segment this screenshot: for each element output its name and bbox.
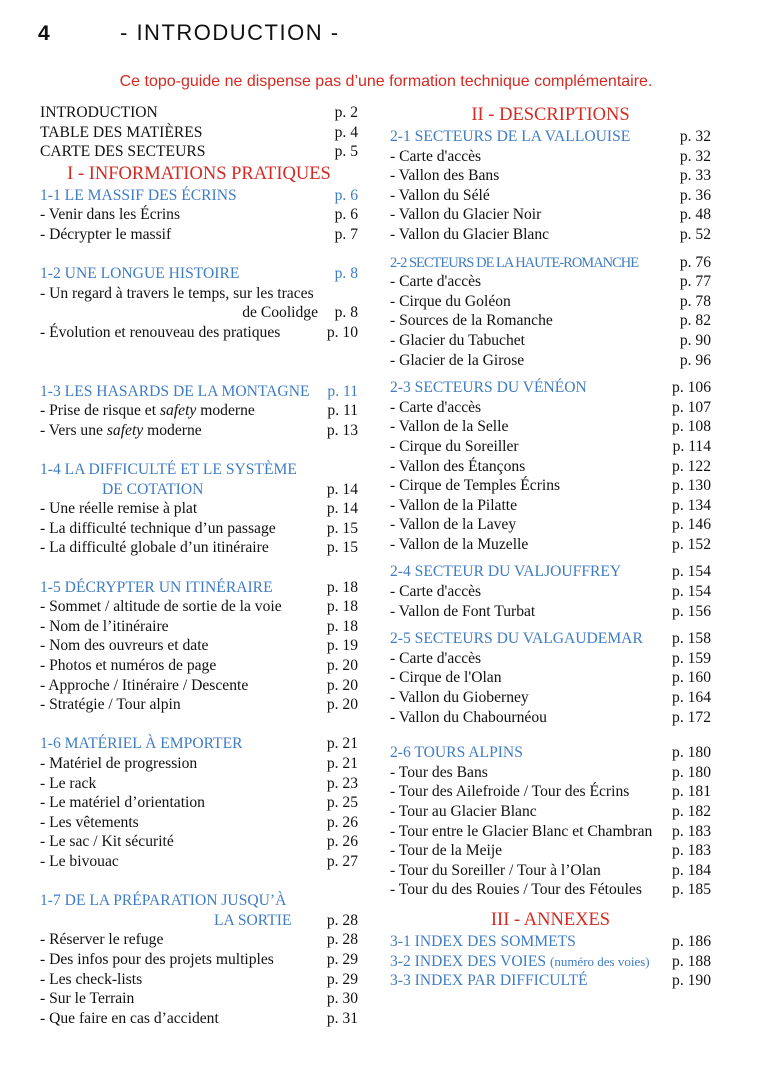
toc-page: p. 28 (326, 911, 358, 929)
toc-page: p. 159 (672, 649, 711, 667)
toc-item[interactable] (40, 499, 358, 519)
toc-label: LA SORTIE (214, 911, 292, 929)
toc-page: p. 134 (672, 496, 711, 514)
toc-item[interactable] (40, 813, 358, 833)
toc-page: p. 14 (326, 500, 358, 518)
toc-label: - Une réelle remise à plat (40, 500, 198, 518)
toc-label: - Approche / Itinéraire / Descente (40, 676, 249, 694)
toc-page: p. 7 (334, 225, 358, 243)
toc-item[interactable] (390, 708, 711, 728)
toc-label: - Matériel de progression (40, 755, 198, 772)
toc-item[interactable] (390, 331, 711, 351)
toc-page: p. 185 (672, 881, 711, 899)
toc-label: 1-7 DE LA PRÉPARATION JUSQU’À (40, 892, 287, 910)
toc-heading-2-3[interactable] (390, 378, 711, 398)
toc-page: p. 190 (672, 972, 711, 990)
toc-page: p. 8 (334, 265, 358, 283)
toc-page: p. 156 (672, 602, 711, 620)
toc-label: - Venir dans les Écrins (40, 206, 181, 224)
toc-label: - Prise de risque et safety moderne (40, 402, 255, 420)
toc-label: - Carte d'accès (390, 398, 482, 416)
toc-item[interactable] (40, 225, 358, 245)
toc-item[interactable] (40, 123, 358, 143)
toc-page: p. 14 (326, 480, 358, 498)
toc-item[interactable] (390, 782, 711, 802)
toc-page: p. 6 (334, 186, 358, 204)
toc-items-2-1 (390, 147, 711, 245)
toc-page: p. 11 (327, 382, 358, 400)
toc-item[interactable] (40, 774, 358, 794)
toc-label: DE COTATION (102, 480, 204, 498)
toc-item[interactable] (390, 351, 711, 371)
toc-label: - La difficulté technique d’un passage (40, 519, 276, 537)
toc-item[interactable] (390, 802, 711, 822)
toc-item[interactable] (40, 401, 358, 421)
toc-page: p. 25 (326, 794, 358, 812)
toc-page: p. 18 (326, 578, 358, 596)
toc-label: INTRODUCTION (40, 104, 158, 121)
toc-label: - Glacier de la Girose (390, 351, 525, 369)
toc-page: p. 183 (672, 822, 711, 840)
toc-page: p. 8 (334, 304, 358, 322)
toc-heading-2-4[interactable] (390, 562, 711, 582)
toc-page: p. 184 (672, 861, 711, 879)
toc-label: - Tour de la Meije (390, 842, 503, 860)
toc-page: p. 5 (334, 143, 358, 161)
toc-page: p. 183 (672, 842, 711, 860)
toc-page: p. 11 (327, 402, 358, 420)
toc-page: p. 15 (326, 519, 358, 537)
toc-item[interactable] (390, 147, 711, 167)
toc-item[interactable] (40, 421, 358, 441)
toc-label: - Tour entre le Glacier Blanc et Chambran (390, 822, 653, 840)
toc-page: p. 23 (326, 774, 358, 792)
toc-items-2-3 (390, 398, 711, 555)
toc-label: 3-1 INDEX DES SOMMETS (390, 932, 576, 950)
toc-page: p. 114 (672, 437, 711, 455)
toc-label: - Vallon du Chabournéou (390, 708, 547, 726)
toc-page: p. 4 (334, 123, 358, 141)
toc-page: p. 130 (672, 477, 711, 495)
toc-heading-1-6[interactable] (40, 734, 358, 754)
toc-item[interactable] (40, 656, 358, 676)
toc-item[interactable] (390, 688, 711, 708)
toc-label: - Vallon des Étançons (390, 457, 526, 475)
toc-label: - Cirque de l'Olan (390, 669, 502, 687)
toc-item[interactable] (390, 841, 711, 861)
toc-page: p. 188 (672, 952, 711, 970)
toc-label: - Le bivouac (40, 852, 119, 870)
toc-item[interactable] (390, 457, 711, 477)
toc-item[interactable] (390, 515, 711, 535)
toc-label: - Tour des Ailefroide / Tour des Écrins (390, 783, 630, 801)
toc-label: - Vallon du Gioberney (390, 689, 529, 707)
toc-item[interactable] (40, 519, 358, 539)
toc-label: - Vallon du Glacier Blanc (390, 225, 550, 243)
toc-heading-2-5[interactable] (390, 629, 711, 649)
toc-page: p. 78 (679, 292, 711, 310)
toc-item[interactable] (390, 437, 711, 457)
toc-page: p. 154 (672, 563, 711, 581)
toc-items-1-4 (40, 499, 358, 558)
toc-label: - Tour au Glacier Blanc (390, 803, 537, 820)
toc-item[interactable] (40, 989, 358, 1009)
section-title-descriptions: II - DESCRIPTIONS (471, 105, 630, 125)
toc-annex-3-1[interactable] (390, 932, 711, 952)
toc-page: p. 106 (672, 379, 711, 397)
toc-label: de Coolidge (242, 304, 318, 322)
toc-label: - Vallon du Sélé (390, 186, 490, 204)
toc-page: p. 160 (672, 669, 711, 687)
page-title: - INTRODUCTION - (120, 20, 340, 45)
toc-label: - Carte d'accès (390, 273, 482, 291)
toc-page: p. 182 (672, 803, 711, 820)
toc-items-1-5 (40, 597, 358, 715)
toc-item[interactable] (390, 649, 711, 669)
toc-page: p. 180 (672, 744, 711, 762)
toc-label: - Tour du des Rouies / Tour des Fétoules (390, 881, 642, 899)
toc-item[interactable] (40, 103, 358, 123)
toc-heading-1-5[interactable] (40, 578, 358, 598)
toc-item[interactable] (40, 950, 358, 970)
toc-heading-2-1[interactable] (390, 127, 711, 147)
toc-item[interactable] (40, 695, 358, 715)
toc-page: p. 48 (679, 206, 711, 224)
toc-item[interactable] (40, 1009, 358, 1029)
toc-label: - Les vêtements (40, 813, 139, 831)
toc-item[interactable] (40, 142, 358, 162)
toc-item[interactable] (390, 225, 711, 245)
toc-label: - Le sac / Kit sécurité (40, 833, 174, 851)
toc-item[interactable] (40, 852, 358, 872)
toc-label: - Photos et numéros de page (40, 657, 217, 675)
toc-page: p. 6 (334, 206, 358, 224)
notice-text: Ce topo-guide ne dispense pas d’une formation technique complémentaire. (119, 73, 653, 90)
toc-right-column (390, 103, 711, 991)
toc-page: p. 32 (679, 128, 711, 145)
toc-label: - Glacier du Tabuchet (390, 331, 526, 349)
toc-label: 2-3 SECTEURS DU VÉNÉON (390, 379, 587, 397)
toc-label: - Nom de l’itinéraire (40, 617, 169, 635)
toc-label: - Décrypter le massif (40, 225, 172, 243)
toc-item[interactable] (40, 636, 358, 656)
toc-items-1-7 (40, 930, 358, 1028)
toc-label: - Carte d'accès (390, 583, 482, 601)
toc-item[interactable] (390, 205, 711, 225)
toc-heading-1-3[interactable] (40, 382, 358, 402)
toc-item-continued[interactable] (40, 303, 358, 323)
toc-page: p. 21 (326, 755, 358, 772)
toc-label: - Des infos pour des projets multiples (40, 950, 274, 968)
toc-page: p. 172 (672, 708, 711, 726)
toc-label: 1-1 LE MASSIF DES ÉCRINS (40, 186, 237, 204)
toc-label: 1-3 LES HASARDS DE LA MONTAGNE (40, 382, 310, 400)
toc-label: - Nom des ouvreurs et date (40, 637, 209, 655)
toc-page: p. 108 (672, 418, 711, 436)
toc-page: p. 76 (679, 253, 711, 271)
page-number: 4 (38, 22, 50, 45)
toc-label: TABLE DES MATIÈRES (40, 123, 203, 141)
toc-page: p. 90 (679, 331, 711, 349)
toc-item[interactable] (40, 323, 358, 343)
toc-item[interactable] (390, 417, 711, 437)
toc-item[interactable] (40, 970, 358, 990)
toc-label: - Le matériel d’orientation (40, 794, 205, 812)
toc-items-2-6 (390, 763, 711, 900)
toc-label: - Vallon du Glacier Noir (390, 206, 542, 224)
toc-page: p. 186 (672, 932, 711, 950)
toc-item[interactable] (40, 793, 358, 813)
toc-page: p. 15 (326, 539, 358, 557)
toc-page: p. 146 (672, 516, 711, 534)
toc-label: - Un regard à travers le temps, sur les traces (40, 284, 314, 302)
toc-label: 1-4 LA DIFFICULTÉ ET LE SYSTÈME (40, 461, 297, 479)
toc-item[interactable] (390, 861, 711, 881)
toc-page: p. 10 (326, 323, 358, 341)
toc-label: 2-6 TOURS ALPINS (390, 744, 523, 762)
toc-page: p. 52 (679, 225, 711, 243)
section-title-informations: I - INFORMATIONS PRATIQUES (67, 163, 331, 184)
toc-item[interactable] (390, 535, 711, 555)
toc-label: - Que faire en cas d’accident (40, 1009, 219, 1027)
toc-page: p. 30 (326, 990, 358, 1008)
toc-heading-1-4-continued[interactable] (40, 480, 358, 500)
toc-item[interactable] (390, 602, 711, 622)
toc-page: p. 19 (326, 637, 358, 655)
toc-label: 2-4 SECTEUR DU VALJOUFFREY (390, 563, 622, 581)
toc-item[interactable] (40, 617, 358, 637)
toc-item[interactable] (390, 476, 711, 496)
toc-left-column (40, 103, 358, 1028)
toc-item[interactable] (390, 880, 711, 900)
toc-page: p. 18 (326, 617, 358, 635)
toc-heading-1-1[interactable] (40, 186, 358, 206)
toc-item[interactable] (40, 538, 358, 558)
toc-item[interactable] (390, 496, 711, 516)
toc-item[interactable] (40, 676, 358, 696)
toc-label: - Évolution et renouveau des pratiques (40, 323, 281, 341)
toc-page: p. 20 (326, 676, 358, 694)
toc-page: p. 107 (672, 398, 711, 416)
toc-label: - Tour du Soreiller / Tour à l’Olan (390, 861, 601, 879)
toc-item[interactable] (390, 292, 711, 312)
toc-page: p. 158 (672, 630, 711, 648)
toc-label: 1-5 DÉCRYPTER UN ITINÉRAIRE (40, 578, 273, 596)
toc-page: p. 18 (326, 598, 358, 616)
toc-items-1-6 (40, 754, 358, 872)
toc-label: - Vallon de la Muzelle (390, 535, 529, 553)
toc-label: 2-5 SECTEURS DU VALGAUDEMAR (390, 630, 643, 648)
toc-page: p. 26 (326, 813, 358, 831)
toc-annex-3-3[interactable] (390, 971, 711, 991)
toc-page: p. 32 (679, 147, 711, 165)
toc-item[interactable] (390, 186, 711, 206)
toc-label: 2-1 SECTEURS DE LA VALLOUISE (390, 128, 631, 145)
toc-page: p. 2 (334, 104, 358, 121)
toc-intro-group (40, 103, 358, 162)
toc-label: - La difficulté globale d’un itinéraire (40, 539, 269, 557)
toc-heading-2-6[interactable] (390, 743, 711, 763)
toc-item[interactable] (390, 582, 711, 602)
toc-label: 3-2 INDEX DES VOIES (numéro des voies) (390, 952, 650, 970)
toc-page: p. 152 (672, 535, 711, 553)
toc-page: p. 29 (326, 970, 358, 988)
toc-label: - Le rack (40, 774, 97, 792)
toc-page: p. 82 (679, 312, 711, 330)
toc-label: 2-2 SECTEURS DE LA HAUTE-ROMANCHE (390, 254, 639, 271)
toc-label: - Vallon de la Lavey (390, 516, 517, 534)
toc-items-1-1 (40, 205, 358, 244)
toc-label: - Les check-lists (40, 970, 143, 988)
toc-heading-1-4[interactable] (40, 460, 358, 480)
toc-page: p. 181 (672, 783, 711, 801)
toc-items-2-4 (390, 582, 711, 621)
toc-item[interactable] (390, 822, 711, 842)
toc-item[interactable] (390, 398, 711, 418)
toc-item[interactable] (40, 832, 358, 852)
toc-label: - Cirque du Goléon (390, 292, 511, 310)
toc-page: p. 13 (326, 421, 358, 439)
toc-page: p. 164 (672, 689, 711, 707)
toc-label: - Vallon des Bans (390, 167, 500, 185)
toc-item[interactable] (40, 205, 358, 225)
toc-item[interactable] (390, 272, 711, 292)
toc-page: p. 20 (326, 657, 358, 675)
toc-label: 1-2 UNE LONGUE HISTOIRE (40, 265, 240, 283)
toc-label: - Stratégie / Tour alpin (40, 696, 181, 714)
toc-page: p. 77 (679, 273, 711, 291)
toc-label: - Vallon de la Selle (390, 418, 509, 436)
toc-page: p. 180 (672, 763, 711, 781)
toc-label: - Carte d'accès (390, 649, 482, 667)
toc-page: p. 29 (326, 950, 358, 968)
toc-label: - Sur le Terrain (40, 990, 135, 1008)
toc-heading-1-7-continued[interactable] (40, 911, 358, 931)
toc-annex-3-2[interactable] (390, 952, 711, 972)
toc-label: - Tour des Bans (390, 763, 488, 781)
toc-items-2-2 (390, 272, 711, 370)
toc-page: p. 154 (672, 583, 711, 601)
toc-item[interactable] (390, 166, 711, 186)
toc-heading-2-2[interactable] (390, 253, 711, 273)
toc-heading-1-7[interactable] (40, 891, 358, 911)
toc-page: p. 33 (679, 167, 711, 185)
toc-label: - Sommet / altitude de sortie de la voie (40, 598, 282, 616)
toc-item[interactable] (40, 754, 358, 774)
toc-label: - Cirque de Temples Écrins (390, 477, 561, 495)
toc-label: - Réserver le refuge (40, 931, 164, 949)
toc-label: CARTE DES SECTEURS (40, 143, 206, 161)
toc-label: - Vallon de la Pilatte (390, 496, 518, 514)
toc-item[interactable] (390, 763, 711, 783)
section-title-annexes: III - ANNEXES (490, 909, 611, 930)
toc-items-2-5 (390, 649, 711, 727)
toc-label: - Sources de la Romanche (390, 312, 553, 330)
toc-item[interactable] (390, 311, 711, 331)
toc-page: p. 20 (326, 696, 358, 714)
toc-item[interactable] (390, 668, 711, 688)
toc-page: p. 27 (326, 852, 358, 870)
toc-item[interactable] (40, 930, 358, 950)
toc-page: p. 28 (326, 931, 358, 949)
toc-page: p. 96 (679, 351, 711, 369)
toc-heading-1-2[interactable] (40, 264, 358, 284)
toc-label: 1-6 MATÉRIEL À EMPORTER (40, 735, 243, 753)
toc-page: p. 31 (326, 1009, 358, 1027)
toc-page: p. 36 (679, 186, 711, 204)
toc-page: p. 21 (326, 735, 358, 753)
toc-page: p. 26 (326, 833, 358, 851)
toc-label: 3-3 INDEX PAR DIFFICULTÉ (390, 972, 588, 990)
toc-label: - Vallon de Font Turbat (390, 602, 536, 620)
toc-label: - Cirque du Soreiller (390, 437, 519, 455)
toc-item[interactable] (40, 284, 358, 304)
toc-page: p. 122 (672, 457, 711, 475)
toc-label: - Vers une safety moderne (40, 421, 202, 439)
toc-label: - Carte d'accès (390, 147, 482, 165)
toc-item[interactable] (40, 597, 358, 617)
